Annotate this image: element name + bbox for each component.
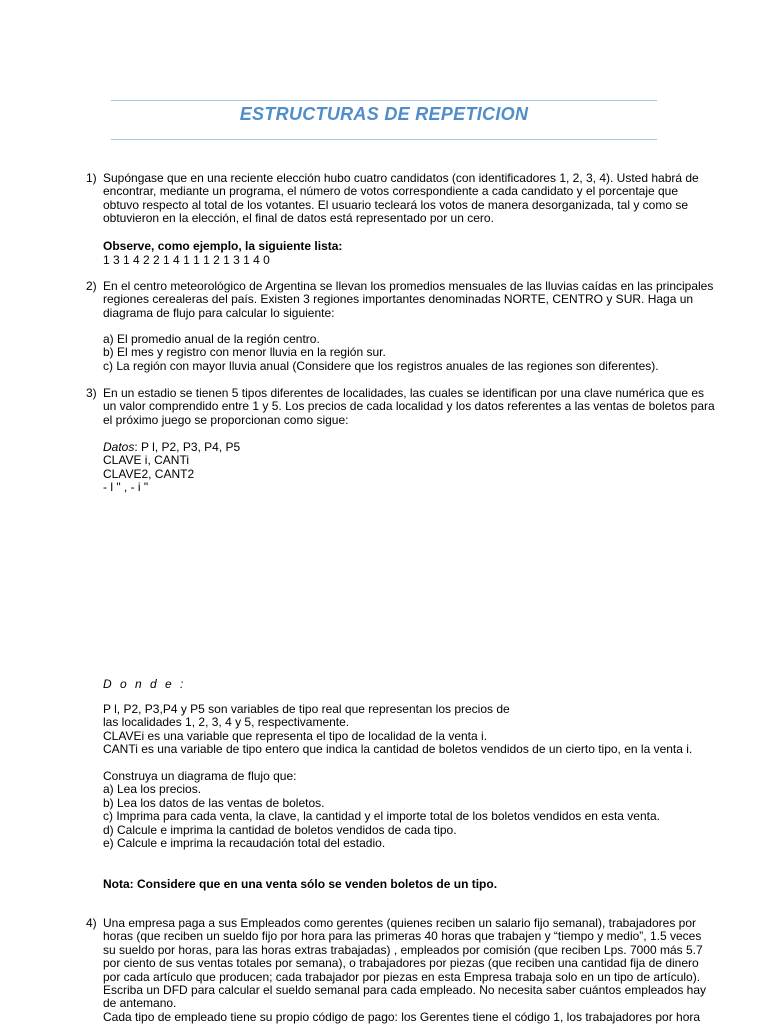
list-item: c) La región con mayor lluvia anual (Considere que los registros anuales de las regiones son diferentes). bbox=[103, 358, 659, 373]
text-line: diagrama de flujo para calcular lo siguiente: bbox=[103, 305, 335, 320]
task-item: c) Imprima para cada venta, la clave, la cantidad y el importe total de los boletos vendidos en esta venta. bbox=[103, 809, 660, 824]
question-4-number: 4) bbox=[86, 916, 97, 930]
definition-line: las localidades 1, 2, 3, 4 y 5, respectivamente. bbox=[103, 715, 350, 730]
construct-block bbox=[103, 770, 697, 850]
question-4-text bbox=[103, 916, 707, 1024]
question-1-text bbox=[103, 172, 697, 226]
text-line: por cada artículo que producen; cada trabajador por piezas en esta Empresa trabaja solo en un tipo de artículo). bbox=[103, 969, 701, 984]
note: Nota: Considere que en una venta sólo se venden boletos de un tipo. bbox=[103, 877, 498, 891]
page-title: ESTRUCTURAS DE REPETICION bbox=[239, 104, 529, 124]
task-item: e) Calcule e imprima la recaudación total del estadio. bbox=[103, 836, 386, 851]
data-line: CLAVE i, CANTi bbox=[103, 453, 190, 468]
question-2-number: 2) bbox=[86, 279, 97, 293]
text-line: En un estadio se tienen 5 tipos diferentes de localidades, las cuales se identifican por una clave numérica que es bbox=[103, 386, 705, 400]
definition-line: CLAVEi es una variable que representa el tipo de localidad de la venta i. bbox=[103, 728, 488, 743]
text-line: obtuvo respecto al total de los votantes. El usuario tecleará los votos de manera desorganizada, tal y como se bbox=[103, 197, 688, 212]
list-item: b) El mes y registro con menor lluvia en la región sur. bbox=[103, 345, 386, 360]
question-3-number: 3) bbox=[86, 386, 97, 400]
top-rule bbox=[111, 100, 657, 101]
list-item: a) El promedio anual de la región centro. bbox=[103, 332, 320, 346]
example-heading: Observe, como ejemplo, la siguiente lista: bbox=[103, 239, 343, 253]
text-line: el próximo juego se proporcionan como sigue: bbox=[103, 412, 349, 427]
text-line: su sueldo por horas, para las horas extras trabajadas) , empleados por comisión (que reciben Lps. 7000 más 5.7 bbox=[103, 942, 703, 957]
text-line: En el centro meteorológico de Argentina se llevan los promedios mensuales de las lluvias caídas en las principales bbox=[103, 279, 714, 293]
data-line: - l " , - i " bbox=[103, 480, 149, 495]
text-line: regiones cerealeras del país. Existen 3 regiones importantes denominadas NORTE, CENTRO y SUR. Haga un bbox=[103, 292, 694, 307]
example-list: 1 3 1 4 2 2 1 4 1 1 1 2 1 3 1 4 0 bbox=[103, 253, 270, 267]
text-line: por ciento de sus ventas totales por semana), o trabajadores por piezas (que reciben una cantidad fija de dinero bbox=[103, 956, 699, 971]
construct-heading: Construya un diagrama de flujo que: bbox=[103, 769, 297, 783]
text-line: encontrar, mediante un programa, el número de votos correspondiente a cada candidato y el porcentaje que bbox=[103, 184, 679, 199]
text-line: horas (que reciben un sueldo fijo por hora para las primeras 40 horas que trabajen y “tiempo y medio”, 1.5 veces bbox=[103, 929, 702, 944]
text-line: Cada tipo de empleado tiene su propio código de pago: los Gerentes tiene el código 1, los trabajadores por hora bbox=[103, 1009, 701, 1024]
datos-label: Datos bbox=[103, 440, 135, 454]
text-line: de antemano. bbox=[103, 996, 177, 1011]
question-1-number: 1) bbox=[86, 171, 97, 185]
task-item: a) Lea los precios. bbox=[103, 782, 202, 797]
question-2-text bbox=[103, 279, 714, 320]
text-line: Supóngase que en una reciente elección hubo cuatro candidatos (con identificadores 1, 2, 3, 4). Usted habrá de bbox=[103, 171, 699, 185]
question-3-text bbox=[103, 386, 715, 427]
data-line: CLAVE2, CANT2 bbox=[103, 466, 195, 481]
datos-value: : P l, P2, P3, P4, P5 bbox=[134, 440, 241, 454]
donde-definitions bbox=[103, 703, 697, 757]
donde-heading: D o n d e : bbox=[103, 677, 186, 691]
bottom-rule bbox=[111, 139, 657, 140]
definition-line: P l, P2, P3,P4 y P5 son variables de tipo real que representan los precios de bbox=[103, 702, 510, 716]
text-line: un valor comprendido entre 1 y 5. Los precios de cada localidad y los datos referentes a las ventas de boletos para bbox=[103, 399, 715, 414]
datos-block bbox=[103, 441, 697, 495]
datos-line bbox=[103, 441, 697, 454]
text-line: Escriba un DFD para calcular el sueldo semanal para cada empleado. No necesita saber cuántos empleados hay bbox=[103, 983, 707, 998]
text-line: obtuvieron en la elección, el final de datos está representado por un cero. bbox=[103, 211, 494, 226]
question-2-items bbox=[103, 333, 697, 373]
definition-line: CANTi es una variable de tipo entero que indica la cantidad de boletos vendidos de un cierto tipo, en la venta i. bbox=[103, 742, 693, 757]
task-item: b) Lea los datos de las ventas de boletos. bbox=[103, 795, 325, 810]
text-line: Una empresa paga a sus Empleados como gerentes (quienes reciben un salario fijo semanal), trabajadores por bbox=[103, 916, 696, 930]
task-item: d) Calcule e imprima la cantidad de boletos vendidos de cada tipo. bbox=[103, 822, 457, 837]
